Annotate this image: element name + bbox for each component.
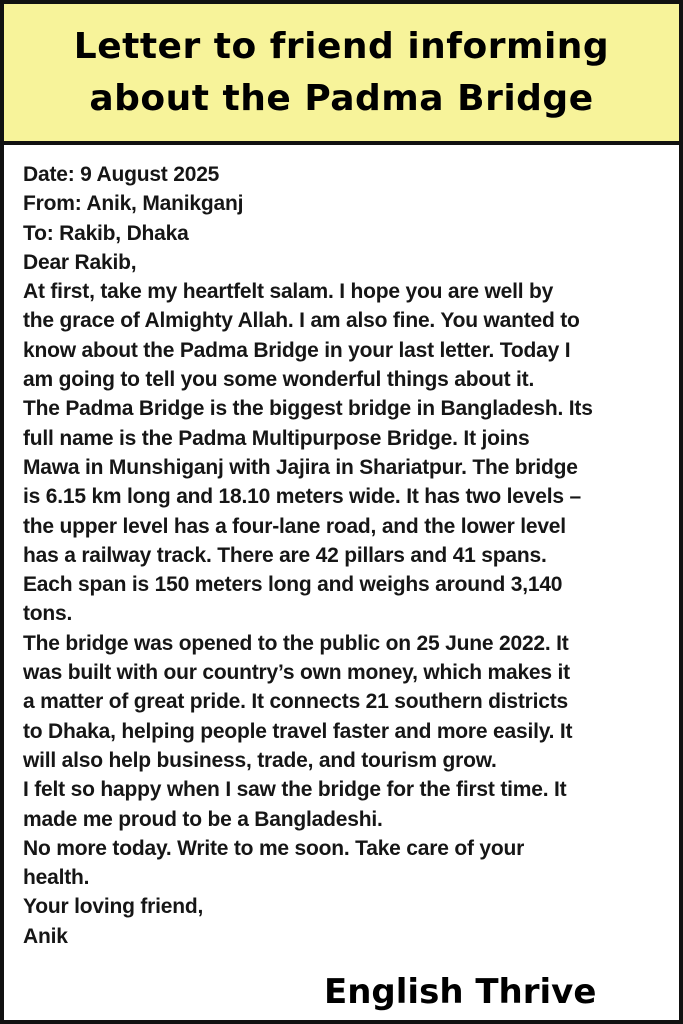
title-line-1: Letter to friend informing [73, 25, 610, 67]
letter-line: am going to tell you some wonderful things about it. [23, 368, 535, 392]
letter-from: From: Anik, Manikganj [23, 192, 244, 216]
letter-line: At first, take my heartfelt salam. I hope you are well by [23, 280, 554, 304]
letter-closing: Your loving friend, [23, 895, 204, 919]
letter-signature: Anik [23, 924, 68, 948]
letter-line: Mawa in Munshiganj with Jajira in Shariatpur. The bridge [23, 455, 578, 479]
title-banner [4, 4, 679, 145]
letter-line: the upper level has a four-lane road, and the lower level [23, 514, 566, 538]
letter-line: Each span is 150 meters long and weighs around 3,140 [23, 573, 563, 597]
letter-line: No more today. Write to me soon. Take care of your [23, 836, 525, 860]
letter-salutation: Dear Rakib, [23, 250, 137, 274]
letter-line: made me proud to be a Bangladeshi. [23, 807, 383, 831]
brand-watermark: English Thrive [324, 972, 597, 1012]
letter-line: is 6.15 km long and 18.10 meters wide. It has two levels – [23, 485, 581, 509]
letter-line: health. [23, 866, 90, 890]
letter-line: The bridge was opened to the public on 25 June 2022. It [23, 631, 569, 655]
letter-line: the grace of Almighty Allah. I am also fine. You wanted to [23, 309, 580, 333]
letter-line: a matter of great pride. It connects 21 southern districts [23, 690, 569, 714]
letter-line: The Padma Bridge is the biggest bridge in Bangladesh. Its [23, 397, 593, 421]
letter-to: To: Rakib, Dhaka [23, 221, 189, 245]
letter-line: full name is the Padma Multipurpose Bridge. It joins [23, 426, 530, 450]
letter-line: was built with our country’s own money, which makes it [23, 661, 570, 685]
letter-line: tons. [23, 602, 73, 626]
letter-line: to Dhaka, helping people travel faster and more easily. It [23, 719, 573, 743]
letter-line: will also help business, trade, and tourism grow. [23, 748, 497, 772]
letter-line: I felt so happy when I saw the bridge for the first time. It [23, 778, 567, 802]
letter-body [23, 160, 663, 951]
letter-date: Date: 9 August 2025 [23, 163, 220, 186]
letter-line: has a railway track. There are 42 pillars and 41 spans. [23, 543, 547, 567]
letter-line: know about the Padma Bridge in your last letter. Today I [23, 338, 571, 362]
title-line-2: about the Padma Bridge [89, 77, 594, 119]
